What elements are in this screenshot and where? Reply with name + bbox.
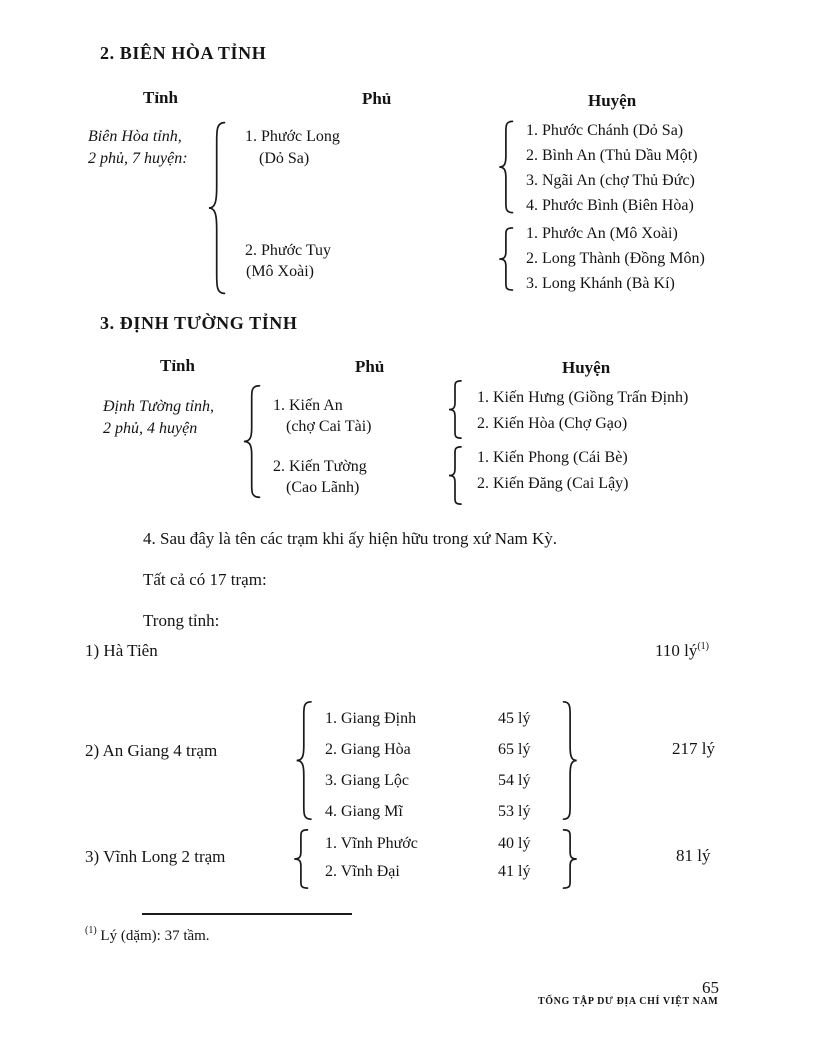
- column-header-tinh: Tỉnh: [160, 356, 195, 375]
- station-distance-total: [655, 641, 709, 661]
- curly-brace-left-icon: [496, 120, 518, 214]
- curly-brace-right-icon: [558, 700, 580, 821]
- phu-note: (Cao Lãnh): [286, 479, 360, 496]
- station-distance: 41 lý: [498, 863, 531, 880]
- huyen-item: 3. Long Khánh (Bà Kí): [526, 275, 675, 292]
- station-distance: 53 lý: [498, 803, 531, 820]
- station-group-label: 3) Vĩnh Long 2 trạm: [85, 847, 226, 866]
- huyen-list: [526, 221, 705, 296]
- curly-brace-left-icon: [293, 700, 317, 821]
- station-distance-total: 217 lý: [672, 739, 715, 758]
- station-group-label: 1) Hà Tiên: [85, 641, 158, 660]
- huyen-list: [526, 118, 698, 218]
- huyen-list: [477, 385, 688, 437]
- station-distance: 54 lý: [498, 772, 531, 789]
- footnote-ref: (1): [697, 641, 710, 652]
- province-desc-dinh-tuong: [103, 396, 214, 440]
- huyen-item: 4. Phước Bình (Biên Hòa): [526, 197, 694, 214]
- station-name: 1. Vĩnh Phước: [325, 835, 418, 852]
- huyen-item: 2. Kiến Đăng (Cai Lậy): [477, 475, 629, 492]
- footnote-text: Lý (dặm): 37 tầm.: [96, 928, 210, 944]
- station-distance: 40 lý: [498, 835, 531, 852]
- distance-value: 110 lý: [655, 641, 698, 660]
- column-header-phu: Phủ: [355, 357, 385, 376]
- huyen-list: [477, 445, 629, 497]
- station-distance-list: [498, 703, 530, 827]
- column-header-huyen: Huyện: [562, 358, 611, 377]
- stations-total-line: Tất cả có 17 trạm:: [143, 570, 267, 589]
- station-name-list: [325, 703, 416, 827]
- province-desc-bien-hoa: [88, 126, 188, 170]
- stations-intro: 4. Sau đây là tên các trạm khi ấy hiện hữu trong xứ Nam Kỳ.: [143, 529, 558, 548]
- phu-note: (chợ Cai Tài): [286, 418, 372, 435]
- curly-brace-right-icon: [558, 829, 580, 889]
- curly-brace-left-icon: [446, 380, 466, 439]
- section-heading-bien-hoa: 2. BIÊN HÒA TỈNH: [100, 43, 267, 63]
- curly-brace-left-icon: [240, 384, 266, 499]
- footnote: [85, 925, 210, 945]
- in-province-label: Trong tỉnh:: [143, 611, 220, 630]
- station-name: 4. Giang Mĩ: [325, 803, 403, 820]
- station-name: 3. Giang Lộc: [325, 772, 409, 789]
- curly-brace-left-icon: [496, 227, 518, 291]
- huyen-item: 1. Kiến Hưng (Giồng Trấn Định): [477, 389, 689, 406]
- curly-brace-left-icon: [205, 120, 231, 296]
- phu-name: 1. Kiến An: [273, 397, 343, 414]
- huyen-item: 2. Long Thành (Đồng Môn): [526, 250, 705, 267]
- station-distance-list: [498, 830, 530, 886]
- footnote-divider: [142, 913, 352, 915]
- section-heading-dinh-tuong: 3. ĐỊNH TƯỜNG TỈNH: [100, 313, 298, 333]
- huyen-item: 3. Ngãi An (chợ Thủ Đức): [526, 172, 695, 189]
- station-name: 1. Giang Định: [325, 710, 417, 727]
- station-distance-total: 81 lý: [676, 846, 711, 865]
- huyen-item: 1. Kiến Phong (Cái Bè): [477, 449, 628, 466]
- station-name-list: [325, 830, 418, 886]
- station-distance: 65 lý: [498, 741, 531, 758]
- curly-brace-left-icon: [291, 829, 313, 889]
- province-desc-line: 2 phủ, 4 huyện: [103, 420, 198, 437]
- footer-book-title: TỔNG TẬP DƯ ĐỊA CHÍ VIỆT NAM: [538, 996, 719, 1007]
- phu-note: (Dỏ Sa): [259, 150, 310, 167]
- phu-name: 2. Kiến Tường: [273, 458, 367, 475]
- phu-name: 1. Phước Long: [245, 128, 340, 145]
- station-name: 2. Giang Hòa: [325, 741, 411, 758]
- page-number: 65: [702, 978, 719, 997]
- station-group-label: 2) An Giang 4 trạm: [85, 741, 218, 760]
- station-distance: 45 lý: [498, 710, 531, 727]
- column-header-phu: Phủ: [362, 89, 392, 108]
- station-name: 2. Vĩnh Đại: [325, 863, 400, 880]
- huyen-item: 2. Bình An (Thủ Dầu Một): [526, 147, 698, 164]
- province-desc-line: Định Tường tỉnh,: [103, 398, 215, 415]
- curly-brace-left-icon: [446, 446, 466, 505]
- province-desc-line: Biên Hòa tỉnh,: [88, 128, 182, 145]
- huyen-item: 1. Phước Chánh (Dỏ Sa): [526, 122, 684, 139]
- phu-name: 2. Phước Tuy: [245, 242, 332, 259]
- huyen-item: 2. Kiến Hòa (Chợ Gạo): [477, 415, 628, 432]
- column-header-huyen: Huyện: [588, 91, 637, 110]
- footnote-marker: (1): [85, 925, 97, 936]
- phu-note: (Mô Xoài): [246, 263, 314, 280]
- column-header-tinh: Tỉnh: [143, 88, 178, 107]
- province-desc-line: 2 phủ, 7 huyện:: [88, 150, 188, 167]
- huyen-item: 1. Phước An (Mô Xoài): [526, 225, 678, 242]
